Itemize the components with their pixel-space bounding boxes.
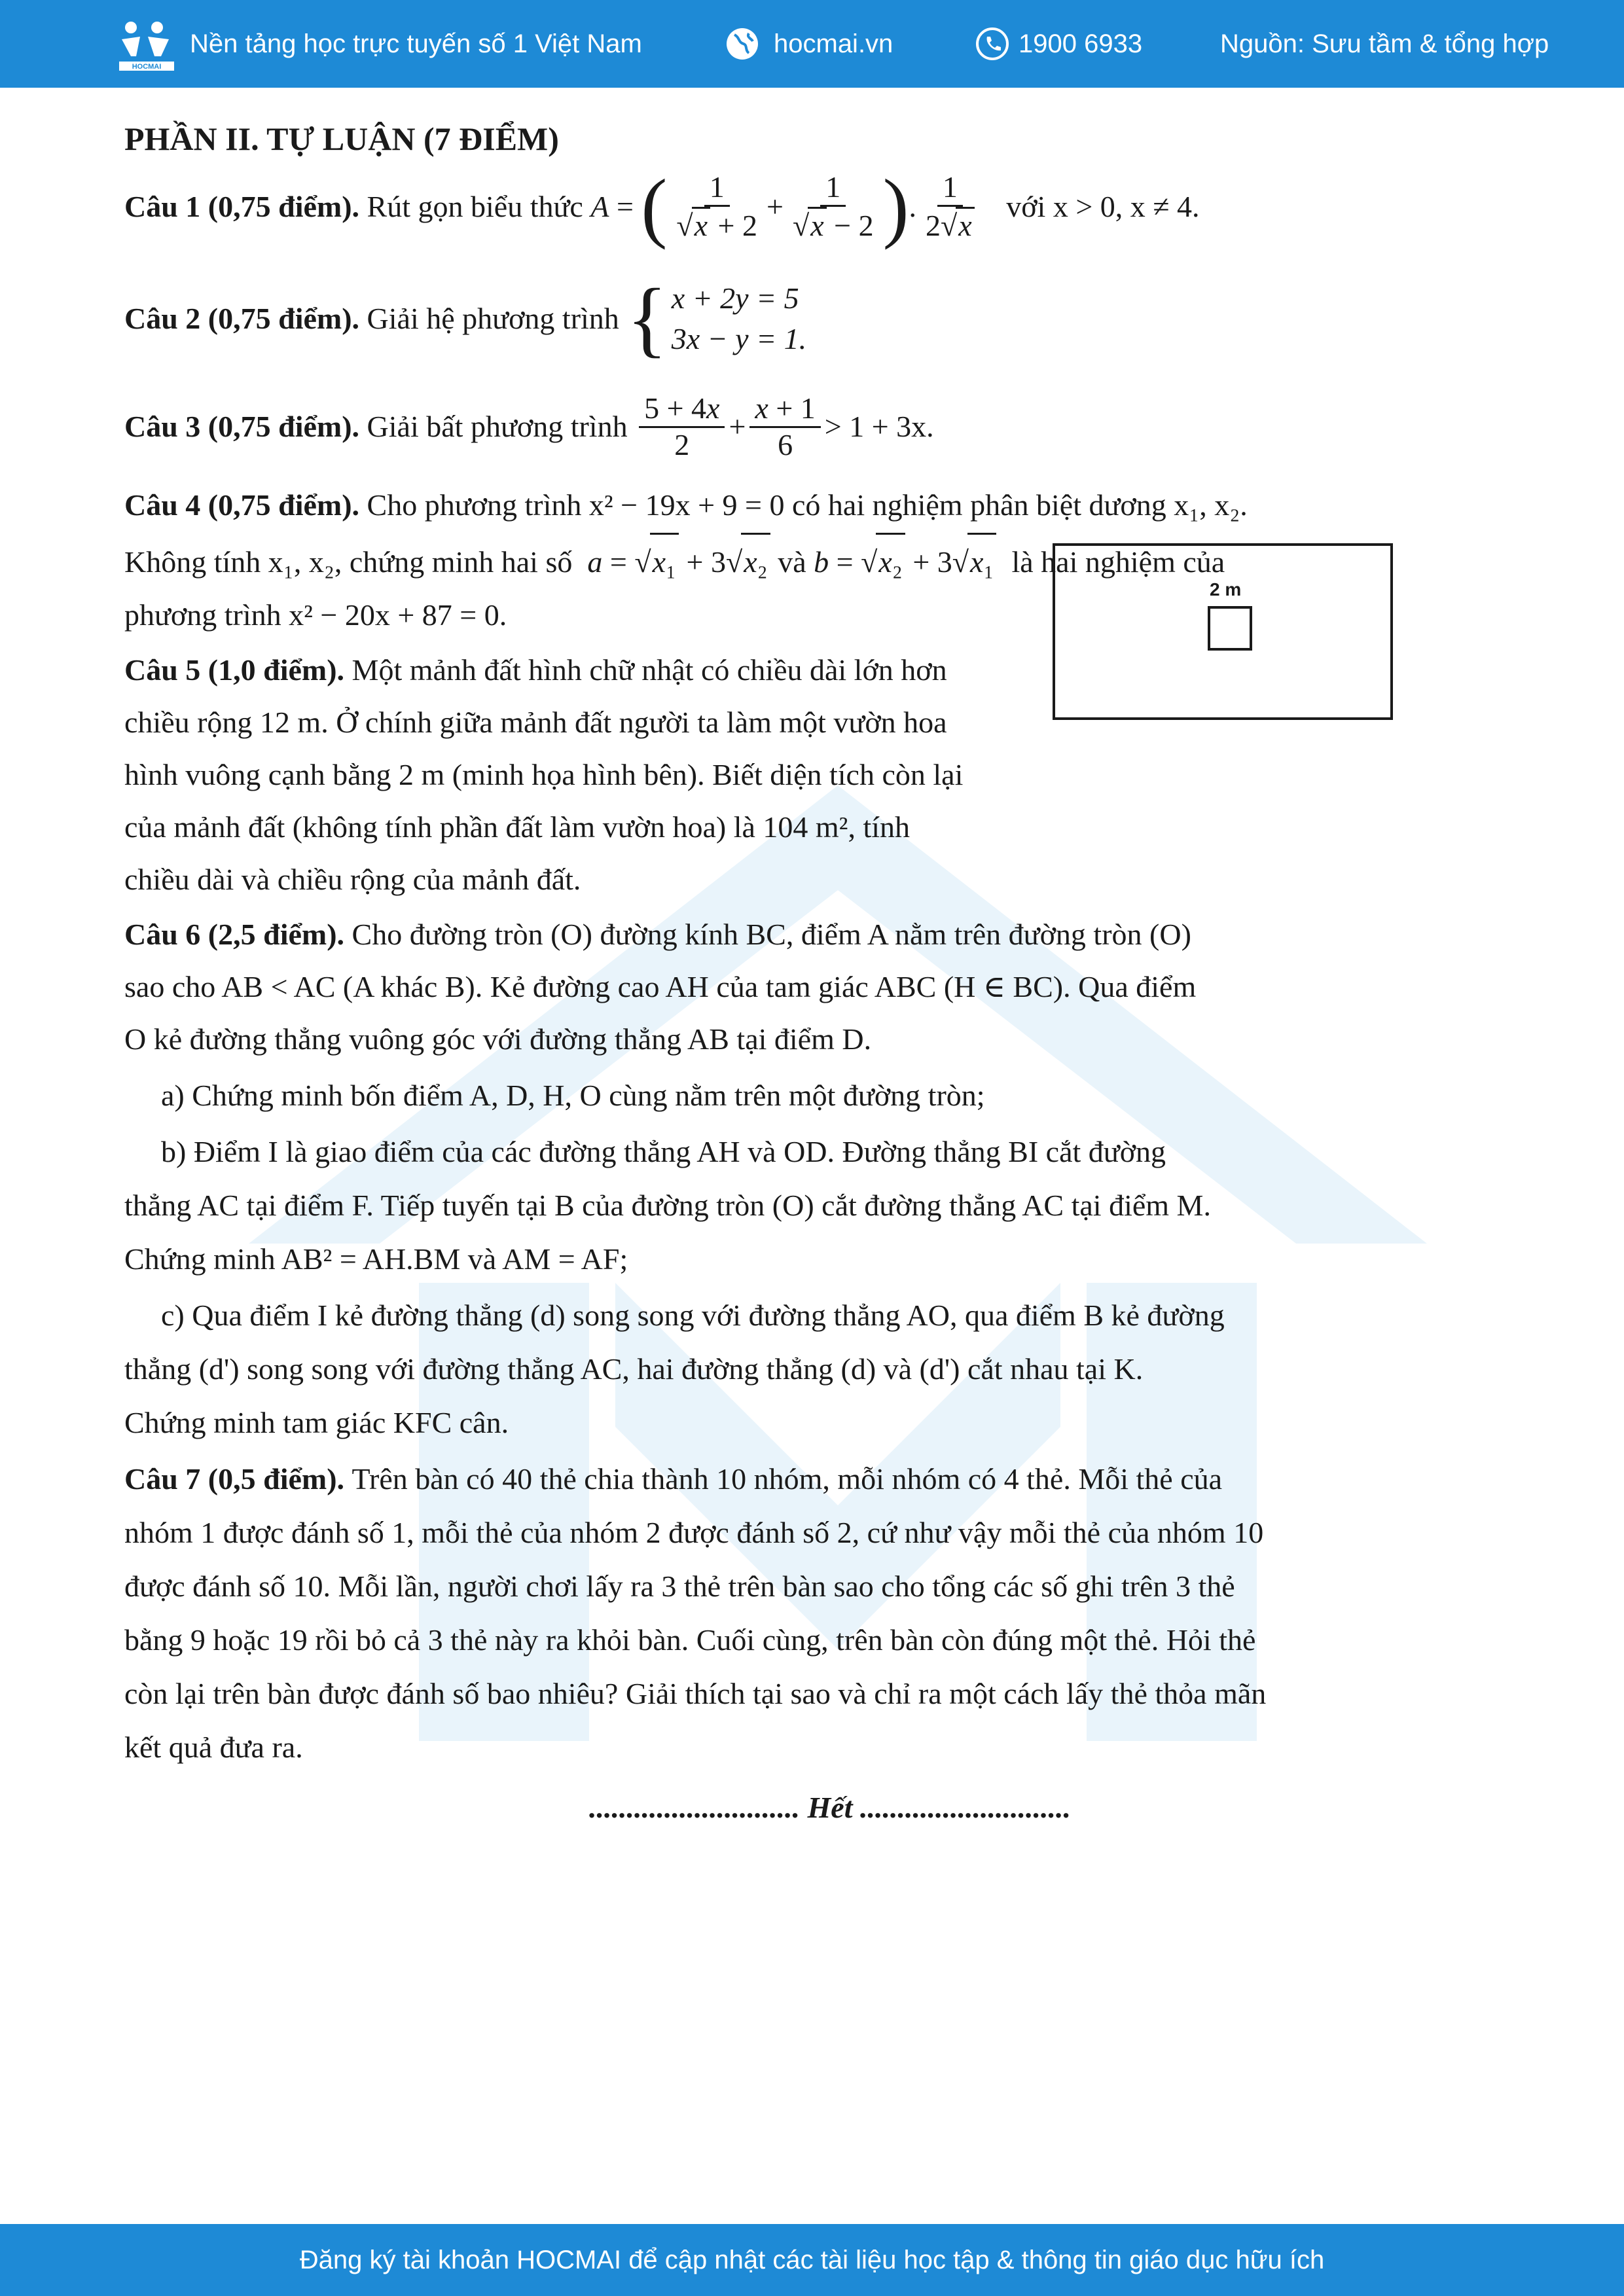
question-6c-line-3: Chứng minh tam giác KFC cân.: [124, 1406, 509, 1439]
question-5-line-1: [124, 643, 947, 698]
header-bar: [0, 0, 1624, 88]
question-6c-line-2: thẳng (d') song song với đường thẳng AC, hai đường thẳng (d) và (d') cắt nhau tại K.: [124, 1352, 1144, 1386]
garden-diagram: [1053, 543, 1393, 720]
q4-text-2b: là hai nghiệm của: [1011, 545, 1225, 579]
header-phone[interactable]: [975, 0, 1142, 88]
flower-garden-square: [1208, 606, 1252, 651]
question-7-line-4: bằng 9 hoặc 19 rồi bỏ cả 3 thẻ này ra khỏi bàn. Cuối cùng, trên bàn còn đúng một thẻ. Hỏi thẻ: [124, 1623, 1256, 1657]
footer-text[interactable]: Đăng ký tài khoản HOCMAI để cập nhật các tài liệu học tập & thông tin giáo dục hữu ích: [299, 2245, 1325, 2274]
q6-label: Câu 6 (2,5 điểm).: [124, 918, 345, 951]
section-title: PHẦN II. TỰ LUẬN (7 ĐIỂM): [124, 120, 559, 157]
q6-text-1: Cho đường tròn (O) đường kính BC, điểm A nằm trên đường tròn (O): [352, 918, 1191, 951]
question-4-line-1: [124, 478, 1248, 533]
phone-label: 1900 6933: [1019, 29, 1143, 58]
square-side-label: 2 m: [1210, 579, 1242, 600]
question-7-line-1: [124, 1452, 1222, 1507]
header-tagline: Nền tảng học trực tuyến số 1 Việt Nam: [190, 29, 642, 58]
question-6b-line-2: thẳng AC tại điểm F. Tiếp tuyến tại B của đường tròn (O) cắt đường thẳng AC tại điểm M.: [124, 1189, 1211, 1222]
question-7-line-5: còn lại trên bàn được đánh số bao nhiêu? Giải thích tại sao và chỉ ra một cách lấy thẻ thỏa mãn: [124, 1677, 1267, 1710]
end-marker: ............................ Hết ............................: [589, 1791, 1071, 1824]
question-2: Câu 2 (0,75 điểm). Giải hệ phương trình { x + 2y = 5 3x − y = 1.: [124, 272, 807, 366]
question-6c-line-1: c) Qua điểm I kẻ đường thẳng (d) song song với đường thẳng AO, qua điểm B kẻ đường: [161, 1299, 1225, 1332]
question-7-line-6: kết quả đưa ra.: [124, 1731, 303, 1764]
q3-text: Giải bất phương trình: [367, 410, 628, 443]
q4-text-1: Cho phương trình x² − 19x + 9 = 0 có hai nghiệm phân biệt dương x₁, x₂.: [367, 488, 1248, 522]
website-label: hocmai.vn: [774, 29, 893, 58]
phone-icon: [975, 27, 1009, 61]
question-5-line-4: của mảnh đất (không tính phần đất làm vườn hoa) là 104 m², tính: [124, 810, 911, 844]
q4-label: Câu 4 (0,75 điểm).: [124, 488, 360, 522]
q2-text: Giải hệ phương trình: [367, 302, 619, 335]
q2-eq1: x + 2y = 5: [671, 281, 799, 315]
q3-rhs: > 1 + 3x.: [824, 410, 934, 443]
question-5-line-5: chiều dài và chiều rộng của mảnh đất.: [124, 863, 581, 896]
header-source: Nguồn: Sưu tầm & tổng hợp: [1220, 29, 1549, 58]
q1-formula: A = ( $\frac{1}{√x + 2}$ + $\frac{1}{√x - 2}$ ) . $\frac{1}{2√x}$: [590, 168, 983, 246]
question-6-line-3: O kẻ đường thẳng vuông góc với đường thẳng AB tại điểm D.: [124, 1022, 872, 1056]
question-6-line-1: [124, 907, 1191, 962]
q7-text-1: Trên bàn có 40 thẻ chia thành 10 nhóm, mỗi nhóm có 4 thẻ. Mỗi thẻ của: [352, 1462, 1223, 1496]
question-6b-line-3: Chứng minh AB² = AH.BM và AM = AF;: [124, 1242, 628, 1276]
question-7-line-2: nhóm 1 được đánh số 1, mỗi thẻ của nhóm 2 được đánh số 2, cứ như vậy mỗi thẻ của nhóm 10: [124, 1516, 1264, 1549]
question-4-line-2: Không tính x₁, x₂, chứng minh hai số a = √x₁ + 3√x₂ và b = √x₂ + 3√x₁ là hai nghiệm của: [124, 533, 1225, 590]
q5-text-1: Một mảnh đất hình chữ nhật có chiều dài lớn hơn: [352, 653, 947, 687]
footer-bar: [0, 2224, 1624, 2296]
question-3: Câu 3 (0,75 điểm). Giải bất phương trình $\frac{5 + 4x}{2}$ + $\frac{x + 1}{6}$ > 1 + 3x.: [124, 391, 934, 461]
question-6b-line-1: b) Điểm I là giao điểm của các đường thẳng AH và OD. Đường thẳng BI cắt đường: [161, 1135, 1166, 1168]
q1-condition: với x > 0, x ≠ 4.: [1006, 190, 1200, 223]
question-5-line-2: chiều rộng 12 m. Ở chính giữa mảnh đất người ta làm một vườn hoa: [124, 706, 947, 739]
q2-label: Câu 2 (0,75 điểm).: [124, 302, 360, 335]
question-7-line-3: được đánh số 10. Mỗi lần, người chơi lấy ra 3 thẻ trên bàn sao cho tổng các số ghi trên 3 thẻ: [124, 1570, 1235, 1603]
q4-text-2a: Không tính x₁, x₂, chứng minh hai số: [124, 545, 573, 579]
q2-eq2: 3x − y = 1.: [671, 322, 807, 355]
q2-system: [672, 278, 806, 359]
q7-label: Câu 7 (0,5 điểm).: [124, 1462, 345, 1496]
svg-text:HOCMAI: HOCMAI: [132, 63, 162, 71]
question-6a: a) Chứng minh bốn điểm A, D, H, O cùng nằm trên một đường tròn;: [161, 1079, 985, 1112]
question-1: [124, 163, 1200, 250]
question-4-line-3: phương trình x² − 20x + 87 = 0.: [124, 598, 507, 632]
question-6-line-2: sao cho AB < AC (A khác B). Kẻ đường cao AH của tam giác ABC (H ∈ BC). Qua điểm: [124, 970, 1197, 1003]
question-5-line-3: hình vuông cạnh bằng 2 m (minh họa hình bên). Biết diện tích còn lại: [124, 758, 964, 791]
q1-label: Câu 1 (0,75 điểm).: [124, 190, 360, 223]
globe-icon: [725, 27, 759, 61]
q5-label: Câu 5 (1,0 điểm).: [124, 653, 345, 687]
hocmai-logo-icon: [117, 20, 177, 72]
header-website[interactable]: [725, 0, 893, 88]
q3-label: Câu 3 (0,75 điểm).: [124, 410, 360, 443]
q1-text: Rút gọn biểu thức: [367, 190, 583, 223]
